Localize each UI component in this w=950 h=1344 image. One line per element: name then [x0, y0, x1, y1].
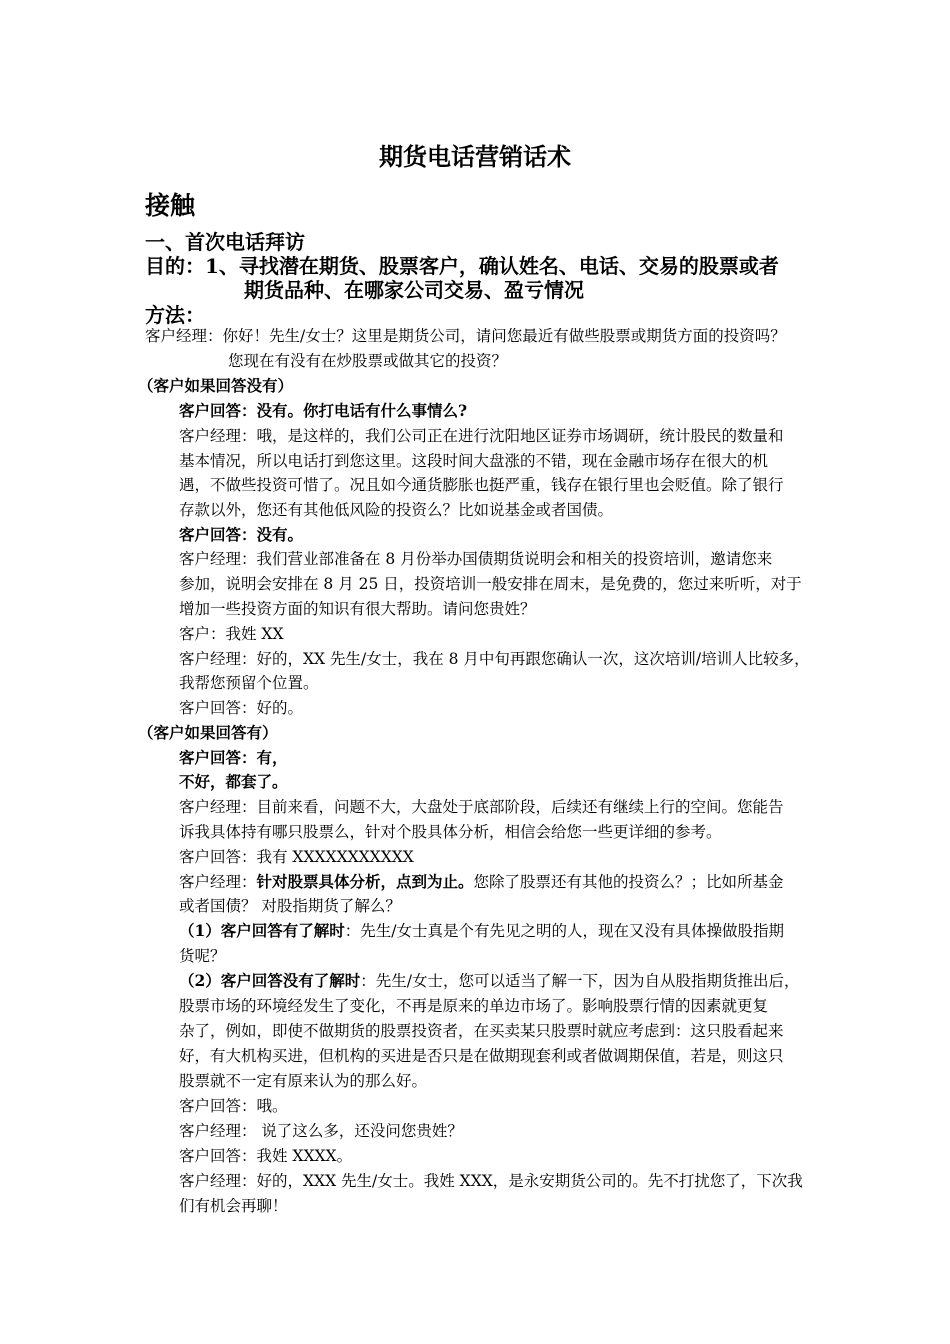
dialog-line: 或者国债？ 对股指期货了解么？ [179, 897, 401, 915]
dialog-line: 遇，不做些投资可惜了。况且如今通货膨胀也挺严重，钱存在银行里也会贬值。除了银行 [179, 476, 784, 494]
dialog-line [179, 921, 784, 941]
dialog-line: 客户回答：没有。你打电话有什么事情么? [179, 401, 468, 420]
dialog-line: 客户回答：好的。 [179, 699, 304, 717]
dialog-line: 客户经理：好的，XX 先生/女士，我在 8 月中旬再跟您确认一次，这次培训/培训人比较多， [179, 650, 810, 668]
dialog-line: 参加，说明会安排在 8 月 25 日，投资培训一般安排在周末，是免费的，您过来听听，对于 [179, 575, 802, 593]
dialog-line: 杂了，例如，即使不做期货的股票投资者，在买卖某只股票时就应考虑到：这只股看起来 [179, 1022, 784, 1040]
case-yes-heading: （客户如果回答有） [138, 723, 278, 742]
dialog-line: 客户：我姓 XX [179, 625, 284, 643]
dialog-line: 股票就不一定有原来认为的那么好。 [179, 1072, 428, 1090]
dialog-line: 客户经理： 说了这么多，还没问您贵姓？ [179, 1122, 463, 1140]
dialog-line: 货呢？ [179, 947, 226, 965]
dialog-line: 诉我具体持有哪只股票么，针对个股具体分析，相信会给您一些更详细的参考。 [179, 823, 722, 841]
dialog-line: 客户经理：哦，是这样的，我们公司正在进行沈阳地区证券市场调研，统计股民的数量和 [179, 427, 784, 445]
section-heading: 接触 [145, 191, 196, 220]
dialog-text: ：先生/女士真是个有先见之明的人，现在又没有具体操做股指期 [344, 922, 785, 940]
document-title: 期货电话营销话术 [379, 142, 571, 171]
dialog-line: 客户经理：目前来看，问题不大，大盘处于底部阶段，后续还有继续上行的空间。您能告 [179, 798, 784, 816]
speaker-label: 客户经理： [179, 873, 257, 891]
dialog-line: 客户回答：我姓 XXXX。 [179, 1147, 353, 1165]
dialog-line: 客户回答：有， [179, 748, 288, 767]
dialog-line: 增加一些投资方面的知识有很大帮助。请问您贵姓？ [179, 600, 536, 618]
intro-line-2: 您现在有没有在炒股票或做其它的投资？ [228, 352, 508, 370]
dialog-line: 客户经理：好的，XXX 先生/女士。我姓 XXX，是永安期货公司的。先不打扰您了，下次我 [179, 1172, 803, 1190]
dialog-line: 们有机会再聊！ [179, 1197, 288, 1215]
dialog-text: ：先生/女士，您可以适当了解一下，因为自从股指期货推出后， [360, 972, 800, 990]
dialog-line: 客户回答：没有。 [179, 525, 304, 544]
bold-instruction: 针对股票具体分析，点到为止。 [256, 872, 474, 891]
dialog-line: 客户回答：我有 XXXXXXXXXXX [179, 848, 414, 866]
goal-line-2: 期货品种、在哪家公司交易、盈亏情况 [244, 278, 584, 302]
dialog-line [179, 971, 800, 991]
option-label: （1）客户回答有了解时 [179, 921, 345, 940]
intro-line-1: 客户经理：你好！先生/女士？这里是期货公司，请问您最近有做些股票或期货方面的投资吗？ [145, 327, 786, 345]
dialog-line: 存款以外，您还有其他低风险的投资么？比如说基金或者国债。 [179, 501, 614, 519]
dialog-line: 客户经理：我们营业部准备在 8 月份举办国债期货说明会和相关的投资培训，邀请您来 [179, 550, 773, 568]
dialog-line: 不好，都套了。 [179, 772, 288, 791]
method-heading: 方法： [145, 303, 205, 327]
dialog-line [179, 872, 784, 892]
dialog-text: 您除了股票还有其他的投资么？；比如所基金 [473, 873, 784, 891]
dialog-line: 基本情况，所以电话打到您这里。这段时间大盘涨的不错，现在金融市场存在很大的机 [179, 452, 769, 470]
option-label: （2）客户回答没有了解时 [179, 971, 361, 990]
subsection-heading: 一、首次电话拜访 [145, 230, 305, 254]
dialog-line: 客户回答：哦。 [179, 1097, 288, 1115]
dialog-line: 股票市场的环境经发生了变化，不再是原来的单边市场了。影响股票行情的因素就更复 [179, 997, 769, 1015]
case-no-heading: （客户如果回答没有） [138, 376, 294, 395]
goal-line-1: 目的：1、寻找潜在期货、股票客户，确认姓名、电话、交易的股票或者 [145, 254, 779, 278]
dialog-line: 好，有大机构买进，但机构的买进是否只是在做期现套利或者做调期保值，若是，则这只 [179, 1047, 784, 1065]
dialog-line: 我帮您预留个位置。 [179, 674, 319, 692]
